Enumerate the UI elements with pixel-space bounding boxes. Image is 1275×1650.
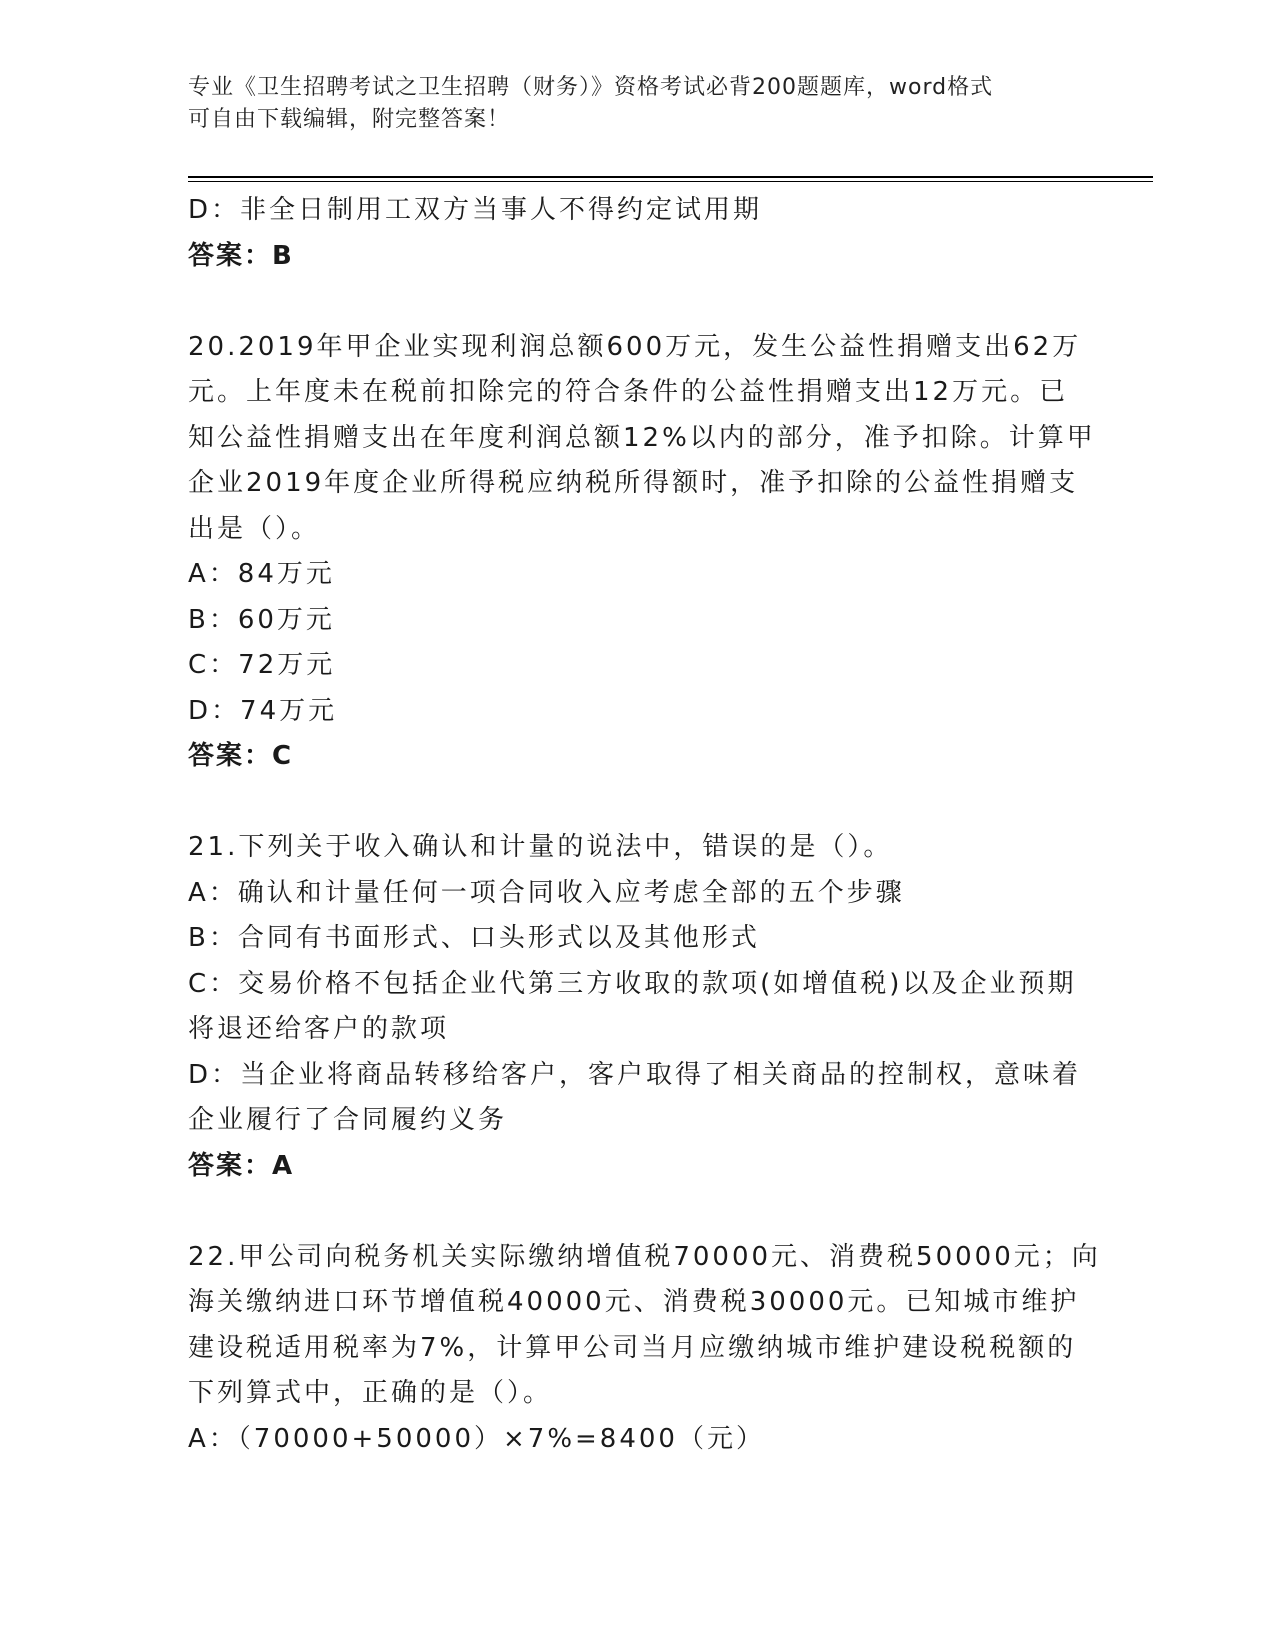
question-20: [188, 325, 1096, 780]
q22-stem-line: 建设税适用税率为7%，计算甲公司当月应缴纳城市维护建设税税额的: [188, 1332, 1077, 1363]
q20-option-a: A：84万元: [188, 559, 335, 589]
header-line-1: 专业《卫生招聘考试之卫生招聘（财务）》资格考试必背200题题库，word格式: [188, 75, 994, 100]
q21-option-d-line-1: D：当企业将商品转移给客户，客户取得了相关商品的控制权，意味着: [188, 1059, 1082, 1090]
q21-option-a: A：确认和计量任何一项合同收入应考虑全部的五个步骤: [188, 877, 905, 908]
q20-stem-line: 知公益性捐赠支出在年度利润总额12%以内的部分，准予扣除。计算甲: [188, 422, 1096, 453]
q22-option-a: A：（70000+50000）×7%=8400（元）: [188, 1423, 765, 1454]
prev-option-d: D：非全日制用工双方当事人不得约定试用期: [188, 195, 763, 225]
q20-option-b: B：60万元: [188, 604, 335, 635]
spacer: [188, 780, 1088, 826]
q21-answer: 答案：A: [188, 1150, 295, 1181]
q22-stem-line: 下列算式中，正确的是（）。: [188, 1378, 553, 1408]
q21-option-d-line-2: 企业履行了合同履约义务: [188, 1105, 508, 1135]
document-header: [188, 72, 1068, 136]
q20-answer: 答案：C: [188, 741, 294, 771]
spacer: [188, 279, 1088, 325]
q20-stem-line: 出是（）。: [188, 513, 321, 544]
q21-option-c-line-1: C：交易价格不包括企业代第三方收取的款项(如增值税)以及企业预期: [188, 968, 1077, 999]
q20-option-c: C：72万元: [188, 650, 336, 680]
question-content: [188, 188, 1101, 1462]
prev-answer: 答案：B: [188, 240, 294, 271]
header-line-2: 可自由下载编辑，附完整答案！: [188, 107, 511, 132]
question-21: [188, 825, 1088, 1189]
q21-option-c-line-2: 将退还给客户的款项: [188, 1014, 450, 1044]
question-22: [188, 1235, 1101, 1463]
q20-option-d: D：74万元: [188, 695, 338, 726]
q22-stem-line: 22.甲公司向税务机关实际缴纳增值税70000元、消费税50000元；向: [188, 1241, 1101, 1272]
header-rule-thin: [188, 181, 1153, 182]
q21-stem-line: 21.下列关于收入确认和计量的说法中，错误的是（）。: [188, 832, 893, 862]
q21-option-b: B：合同有书面形式、口头形式以及其他形式: [188, 923, 760, 953]
q20-stem-line: 企业2019年度企业所得税应纳税所得额时，准予扣除的公益性捐赠支: [188, 468, 1079, 498]
header-rule-thick: [188, 176, 1153, 178]
q20-stem-line: 20.2019年甲企业实现利润总额600万元，发生公益性捐赠支出62万: [188, 331, 1082, 362]
q22-stem-line: 海关缴纳进口环节增值税40000元、消费税30000元。已知城市维护: [188, 1287, 1080, 1317]
q20-stem-line: 元。上年度未在税前扣除完的符合条件的公益性捐赠支出12万元。已: [188, 377, 1069, 407]
spacer: [188, 1189, 1088, 1235]
